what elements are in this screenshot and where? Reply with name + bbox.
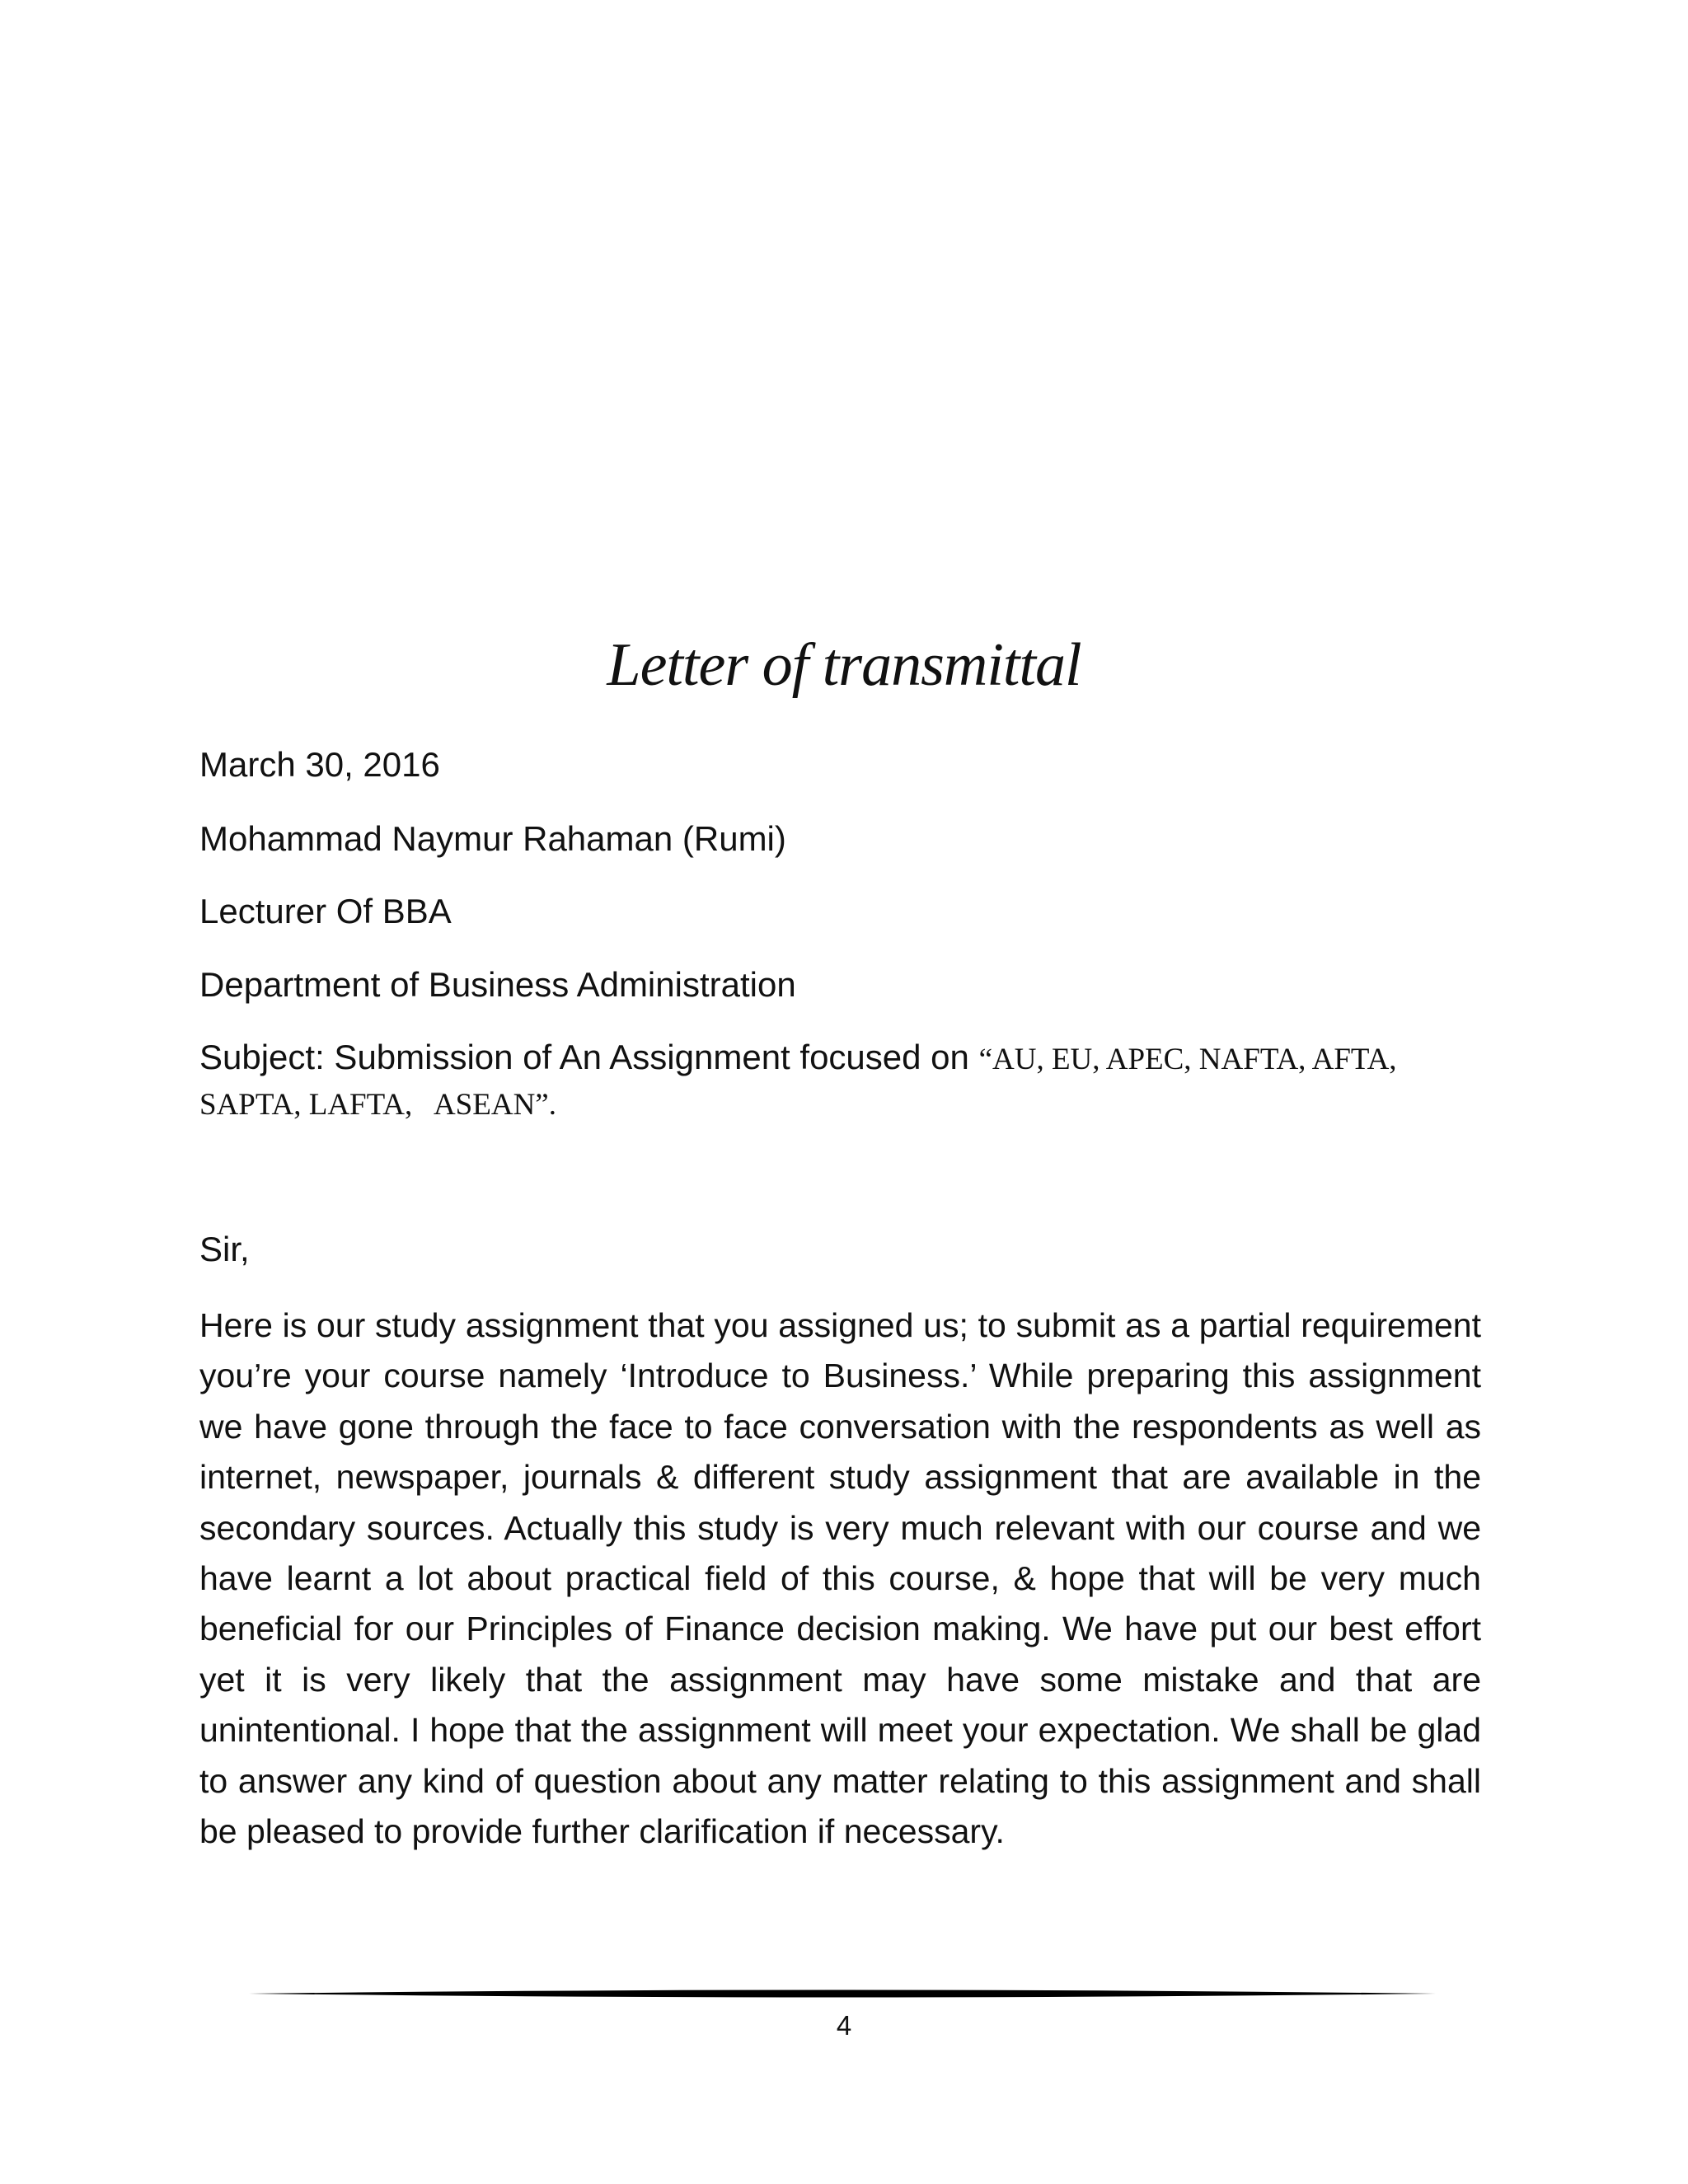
- subject-topics-line2: SAPTA, LAFTA, ASEAN: [199, 1088, 536, 1122]
- subject-open-quote: “: [978, 1043, 992, 1076]
- salutation: Sir,: [199, 1230, 250, 1268]
- subject-line-continued: [199, 1090, 556, 1120]
- page-number: 4: [836, 2010, 852, 2041]
- recipient-department: Department of Business Administration: [199, 965, 796, 1004]
- subject-label: Subject: Submission of An Assignment focused on: [199, 1038, 979, 1076]
- footer-divider: [249, 1988, 1436, 1999]
- subject-topics-line1: AU, EU, APEC, NAFTA, AFTA,: [992, 1043, 1397, 1076]
- recipient-position: Lecturer Of BBA: [199, 892, 452, 930]
- recipient-name: Mohammad Naymur Rahaman (Rumi): [199, 819, 786, 858]
- letter-date: March 30, 2016: [199, 745, 440, 784]
- subject-line: [199, 1040, 1397, 1075]
- subject-close: ”.: [535, 1088, 556, 1122]
- letter-body: Here is our study assignment that you assigned us; to submit as a partial requirement you’re your course namely ‘Introduce to Business.’ While preparing this assignment we have gone through the face to face conversation with the respondents as well as internet, newspaper, journals & different study assignment that are available in the secondary sources. Actually this study is very much relevant with our course and we have learnt a lot about practical field of this course, & hope that will be very much beneficial for our Principles of Finance decision making. We have put our best effort yet it is very likely that the assignment may have some mistake and that are unintentional. I hope that the assignment will meet your expectation. We shall be glad to answer any kind of question about any matter relating to this assignment and shall be pleased to provide further clarification if necessary.: [199, 1306, 1481, 1851]
- page-title: Letter of transmittal: [607, 631, 1081, 699]
